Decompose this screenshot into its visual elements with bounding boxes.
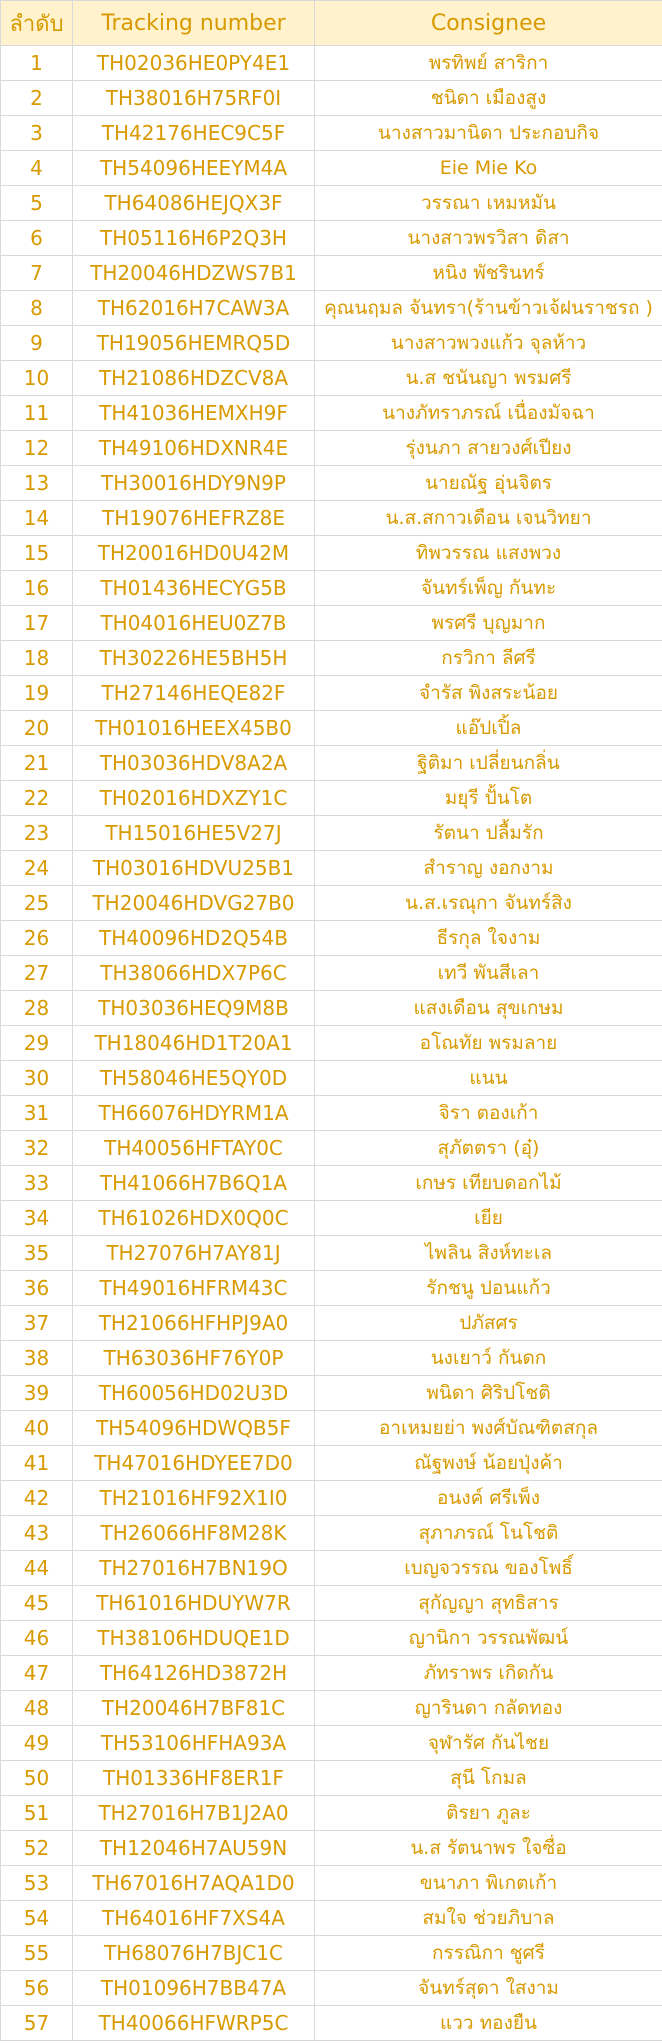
table-row: [1, 1831, 662, 1866]
tracking-number-cell: TH20046HDZWS7B1: [73, 256, 315, 291]
tracking-number-cell: TH21086HDZCV8A: [73, 361, 315, 396]
row-index: 49: [1, 1726, 73, 1761]
table-row: [1, 1236, 662, 1271]
tracking-number-cell: TH49016HFRM43C: [73, 1271, 315, 1306]
tracking-number-cell: TH26066HF8M28K: [73, 1516, 315, 1551]
table-row: [1, 1901, 662, 1936]
table-row: [1, 186, 662, 221]
table-row: [1, 1306, 662, 1341]
row-index: 18: [1, 641, 73, 676]
tracking-number-cell: TH05116H6P2Q3H: [73, 221, 315, 256]
row-index: 17: [1, 606, 73, 641]
table-row: [1, 746, 662, 781]
consignee-cell: น.ส.เรณุกา จันทร์สิง: [315, 886, 662, 921]
table-row: [1, 1166, 662, 1201]
table-row: [1, 956, 662, 991]
table-row: [1, 46, 662, 81]
tracking-number-cell: TH64016HF7XS4A: [73, 1901, 315, 1936]
row-index: 41: [1, 1446, 73, 1481]
consignee-cell: ปภัสศร: [315, 1306, 662, 1341]
row-index: 4: [1, 151, 73, 186]
tracking-number-cell: TH40066HFWRP5C: [73, 2006, 315, 2041]
table-row: [1, 81, 662, 116]
consignee-cell: ไพลิน สิงห์ทะเล: [315, 1236, 662, 1271]
row-index: 53: [1, 1866, 73, 1901]
tracking-number-cell: TH19056HEMRQ5D: [73, 326, 315, 361]
row-index: 44: [1, 1551, 73, 1586]
consignee-cell: แสงเดือน สุขเกษม: [315, 991, 662, 1026]
consignee-cell: จันทร์สุดา ใสงาม: [315, 1971, 662, 2006]
consignee-cell: สุภาภรณ์ โนโชติ: [315, 1516, 662, 1551]
tracking-number-cell: TH54096HEEYM4A: [73, 151, 315, 186]
row-index: 39: [1, 1376, 73, 1411]
row-index: 21: [1, 746, 73, 781]
consignee-cell: ญานิกา วรรณพัฒน์: [315, 1621, 662, 1656]
table-row: [1, 1866, 662, 1901]
row-index: 15: [1, 536, 73, 571]
table-row: [1, 1061, 662, 1096]
row-index: 30: [1, 1061, 73, 1096]
tracking-number-cell: TH66076HDYRM1A: [73, 1096, 315, 1131]
consignee-cell: ญารินดา กลัดทอง: [315, 1691, 662, 1726]
consignee-cell: แอ๊ปเปิ้ล: [315, 711, 662, 746]
row-index: 14: [1, 501, 73, 536]
tracking-number-cell: TH03036HEQ9M8B: [73, 991, 315, 1026]
tracking-number-cell: TH47016HDYEE7D0: [73, 1446, 315, 1481]
row-index: 36: [1, 1271, 73, 1306]
table-row: [1, 466, 662, 501]
tracking-number-cell: TH30226HE5BH5H: [73, 641, 315, 676]
table-row: [1, 711, 662, 746]
row-index: 11: [1, 396, 73, 431]
row-index: 33: [1, 1166, 73, 1201]
tracking-number-cell: TH04016HEU0Z7B: [73, 606, 315, 641]
tracking-number-cell: TH38106HDUQE1D: [73, 1621, 315, 1656]
row-index: 32: [1, 1131, 73, 1166]
row-index: 22: [1, 781, 73, 816]
table-row: [1, 991, 662, 1026]
consignee-cell: สุกัญญา สุทธิสาร: [315, 1586, 662, 1621]
table-row: [1, 641, 662, 676]
consignee-cell: น.ส ชนันญา พรมศรี: [315, 361, 662, 396]
consignee-cell: กรรณิกา ชูศรี: [315, 1936, 662, 1971]
row-index: 9: [1, 326, 73, 361]
table-body: [1, 46, 662, 2041]
table-row: [1, 1726, 662, 1761]
consignee-cell: รุ่งนภา สายวงศ์เปียง: [315, 431, 662, 466]
consignee-cell: รักชนู ปอนแก้ว: [315, 1271, 662, 1306]
table-row: [1, 2006, 662, 2041]
table-row: [1, 1446, 662, 1481]
consignee-cell: Eie Mie Ko: [315, 151, 662, 186]
header-row: [1, 1, 662, 46]
consignee-cell: นางภัทราภรณ์ เนื่องมัจฉา: [315, 396, 662, 431]
table-row: [1, 606, 662, 641]
row-index: 43: [1, 1516, 73, 1551]
consignee-cell: รัตนา ปลื้มรัก: [315, 816, 662, 851]
row-index: 45: [1, 1586, 73, 1621]
table-row: [1, 781, 662, 816]
tracking-number-cell: TH64086HEJQX3F: [73, 186, 315, 221]
table-row: [1, 256, 662, 291]
table-row: [1, 1516, 662, 1551]
row-index: 5: [1, 186, 73, 221]
consignee-cell: แนน: [315, 1061, 662, 1096]
consignee-cell: มยุรี ปั้นโต: [315, 781, 662, 816]
table-row: [1, 1376, 662, 1411]
tracking-number-cell: TH27076H7AY81J: [73, 1236, 315, 1271]
tracking-number-cell: TH01436HECYG5B: [73, 571, 315, 606]
table-row: [1, 116, 662, 151]
consignee-cell: นางสาวพวงแก้ว จุลห้าว: [315, 326, 662, 361]
table-row: [1, 1586, 662, 1621]
row-index: 31: [1, 1096, 73, 1131]
table-row: [1, 1201, 662, 1236]
consignee-cell: สำราญ งอกงาม: [315, 851, 662, 886]
table-row: [1, 536, 662, 571]
header-consignee: Consignee: [315, 1, 662, 46]
row-index: 3: [1, 116, 73, 151]
consignee-cell: จิรา ตองเก้า: [315, 1096, 662, 1131]
table-row: [1, 431, 662, 466]
consignee-cell: สุภัตตรา (อุ๋): [315, 1131, 662, 1166]
tracking-number-cell: TH20046HDVG27B0: [73, 886, 315, 921]
table-row: [1, 1656, 662, 1691]
table-row: [1, 1026, 662, 1061]
row-index: 8: [1, 291, 73, 326]
tracking-number-cell: TH01336HF8ER1F: [73, 1761, 315, 1796]
tracking-number-cell: TH41066H7B6Q1A: [73, 1166, 315, 1201]
table-row: [1, 501, 662, 536]
tracking-number-cell: TH53106HFHA93A: [73, 1726, 315, 1761]
table-row: [1, 361, 662, 396]
tracking-number-cell: TH61026HDX0Q0C: [73, 1201, 315, 1236]
tracking-number-cell: TH30016HDY9N9P: [73, 466, 315, 501]
table-row: [1, 1796, 662, 1831]
consignee-cell: เบญจวรรณ ของโพธิ์: [315, 1551, 662, 1586]
row-index: 23: [1, 816, 73, 851]
consignee-cell: สุนี โกมล: [315, 1761, 662, 1796]
table-row: [1, 1411, 662, 1446]
row-index: 48: [1, 1691, 73, 1726]
table-row: [1, 151, 662, 186]
table-row: [1, 816, 662, 851]
consignee-cell: เทวี พันสีเลา: [315, 956, 662, 991]
consignee-cell: อาเหมยย่า พงศ์บัณฑิตสกุล: [315, 1411, 662, 1446]
row-index: 40: [1, 1411, 73, 1446]
tracking-number-cell: TH40096HD2Q54B: [73, 921, 315, 956]
row-index: 10: [1, 361, 73, 396]
tracking-number-cell: TH58046HE5QY0D: [73, 1061, 315, 1096]
tracking-number-cell: TH21016HF92X1I0: [73, 1481, 315, 1516]
tracking-number-cell: TH18046HD1T20A1: [73, 1026, 315, 1061]
table-row: [1, 1761, 662, 1796]
consignee-cell: ภัทราพร เกิดกัน: [315, 1656, 662, 1691]
row-index: 34: [1, 1201, 73, 1236]
row-index: 25: [1, 886, 73, 921]
consignee-cell: กรวิกา ลีศรี: [315, 641, 662, 676]
table-row: [1, 396, 662, 431]
row-index: 13: [1, 466, 73, 501]
tracking-number-cell: TH19076HEFRZ8E: [73, 501, 315, 536]
row-index: 50: [1, 1761, 73, 1796]
table-row: [1, 886, 662, 921]
table-row: [1, 676, 662, 711]
header-index: ลำดับ: [1, 1, 73, 46]
consignee-cell: หนิง พัชรินทร์: [315, 256, 662, 291]
tracking-number-cell: TH62016H7CAW3A: [73, 291, 315, 326]
table-row: [1, 1481, 662, 1516]
tracking-number-cell: TH01096H7BB47A: [73, 1971, 315, 2006]
tracking-number-cell: TH20046H7BF81C: [73, 1691, 315, 1726]
consignee-cell: น.ส.สกาวเดือน เจนวิทยา: [315, 501, 662, 536]
table-row: [1, 1096, 662, 1131]
row-index: 12: [1, 431, 73, 466]
row-index: 55: [1, 1936, 73, 1971]
row-index: 29: [1, 1026, 73, 1061]
row-index: 24: [1, 851, 73, 886]
consignee-cell: จันทร์เพ็ญ กันทะ: [315, 571, 662, 606]
table-row: [1, 1551, 662, 1586]
consignee-cell: ทิพวรรณ แสงพวง: [315, 536, 662, 571]
consignee-cell: จุฬารัศ กันไชย: [315, 1726, 662, 1761]
row-index: 19: [1, 676, 73, 711]
row-index: 35: [1, 1236, 73, 1271]
consignee-cell: ณัฐพงษ์ น้อยปุ่งค้า: [315, 1446, 662, 1481]
tracking-number-cell: TH02016HDXZY1C: [73, 781, 315, 816]
consignee-cell: ติรยา ภูละ: [315, 1796, 662, 1831]
table-row: [1, 326, 662, 361]
tracking-number-cell: TH38016H75RF0I: [73, 81, 315, 116]
row-index: 26: [1, 921, 73, 956]
tracking-number-cell: TH41036HEMXH9F: [73, 396, 315, 431]
row-index: 51: [1, 1796, 73, 1831]
row-index: 20: [1, 711, 73, 746]
table-row: [1, 221, 662, 256]
table-row: [1, 1691, 662, 1726]
row-index: 1: [1, 46, 73, 81]
tracking-number-cell: TH42176HEC9C5F: [73, 116, 315, 151]
consignee-cell: พรทิพย์ สาริกา: [315, 46, 662, 81]
row-index: 7: [1, 256, 73, 291]
tracking-number-cell: TH60056HD02U3D: [73, 1376, 315, 1411]
tracking-number-cell: TH27016H7BN19O: [73, 1551, 315, 1586]
tracking-number-cell: TH27016H7B1J2A0: [73, 1796, 315, 1831]
tracking-number-cell: TH68076H7BJC1C: [73, 1936, 315, 1971]
tracking-number-cell: TH64126HD3872H: [73, 1656, 315, 1691]
tracking-number-cell: TH21066HFHPJ9A0: [73, 1306, 315, 1341]
table-row: [1, 1936, 662, 1971]
tracking-number-cell: TH03036HDV8A2A: [73, 746, 315, 781]
tracking-number-cell: TH01016HEEX45B0: [73, 711, 315, 746]
consignee-cell: พนิดา ศิริปโชติ: [315, 1376, 662, 1411]
table-row: [1, 1621, 662, 1656]
table-row: [1, 1971, 662, 2006]
consignee-cell: แวว ทองยืน: [315, 2006, 662, 2041]
tracking-number-cell: TH20016HD0U42M: [73, 536, 315, 571]
consignee-cell: คุณนฤมล จันทรา(ร้านข้าวเจ้ฝนราชรถ ): [315, 291, 662, 326]
consignee-cell: เกษร เทียบดอกไม้: [315, 1166, 662, 1201]
tracking-number-cell: TH03016HDVU25B1: [73, 851, 315, 886]
row-index: 47: [1, 1656, 73, 1691]
row-index: 52: [1, 1831, 73, 1866]
table-row: [1, 571, 662, 606]
consignee-cell: ฐิติมา เปลี่ยนกลิ่น: [315, 746, 662, 781]
table-row: [1, 921, 662, 956]
row-index: 28: [1, 991, 73, 1026]
consignee-cell: ธีรกุล ใจงาม: [315, 921, 662, 956]
header-tracking-number: Tracking number: [73, 1, 315, 46]
row-index: 6: [1, 221, 73, 256]
consignee-cell: นางสาวมานิดา ประกอบกิจ: [315, 116, 662, 151]
tracking-number-cell: TH63036HF76Y0P: [73, 1341, 315, 1376]
tracking-number-cell: TH27146HEQE82F: [73, 676, 315, 711]
table-row: [1, 1271, 662, 1306]
consignee-cell: นงเยาว์ กันดก: [315, 1341, 662, 1376]
row-index: 27: [1, 956, 73, 991]
row-index: 46: [1, 1621, 73, 1656]
consignee-cell: อนงค์ ศรีเพ็ง: [315, 1481, 662, 1516]
tracking-number-cell: TH02036HE0PY4E1: [73, 46, 315, 81]
tracking-number-cell: TH40056HFTAY0C: [73, 1131, 315, 1166]
consignee-cell: สมใจ ช่วยภิบาล: [315, 1901, 662, 1936]
row-index: 38: [1, 1341, 73, 1376]
tracking-number-cell: TH38066HDX7P6C: [73, 956, 315, 991]
tracking-number-cell: TH15016HE5V27J: [73, 816, 315, 851]
row-index: 42: [1, 1481, 73, 1516]
consignee-cell: ชนิดา เมืองสูง: [315, 81, 662, 116]
tracking-number-cell: TH54096HDWQB5F: [73, 1411, 315, 1446]
consignee-cell: ขนาภา พิเกตเก้า: [315, 1866, 662, 1901]
consignee-cell: นางสาวพรวิสา ดิสา: [315, 221, 662, 256]
tracking-number-cell: TH61016HDUYW7R: [73, 1586, 315, 1621]
row-index: 57: [1, 2006, 73, 2041]
consignee-cell: เยีย: [315, 1201, 662, 1236]
table-row: [1, 291, 662, 326]
table-row: [1, 1341, 662, 1376]
row-index: 54: [1, 1901, 73, 1936]
tracking-number-cell: TH12046H7AU59N: [73, 1831, 315, 1866]
tracking-number-cell: TH49106HDXNR4E: [73, 431, 315, 466]
consignee-cell: จำรัส พิงสระน้อย: [315, 676, 662, 711]
row-index: 16: [1, 571, 73, 606]
row-index: 37: [1, 1306, 73, 1341]
row-index: 56: [1, 1971, 73, 2006]
row-index: 2: [1, 81, 73, 116]
table-row: [1, 851, 662, 886]
consignee-cell: อโณทัย พรมลาย: [315, 1026, 662, 1061]
consignee-cell: นายณัฐ อุ่นจิตร: [315, 466, 662, 501]
consignee-cell: น.ส รัตนาพร ใจซื่อ: [315, 1831, 662, 1866]
consignee-cell: พรศรี บุญมาก: [315, 606, 662, 641]
tracking-number-cell: TH67016H7AQA1D0: [73, 1866, 315, 1901]
table-row: [1, 1131, 662, 1166]
consignee-cell: วรรณา เหมหมัน: [315, 186, 662, 221]
